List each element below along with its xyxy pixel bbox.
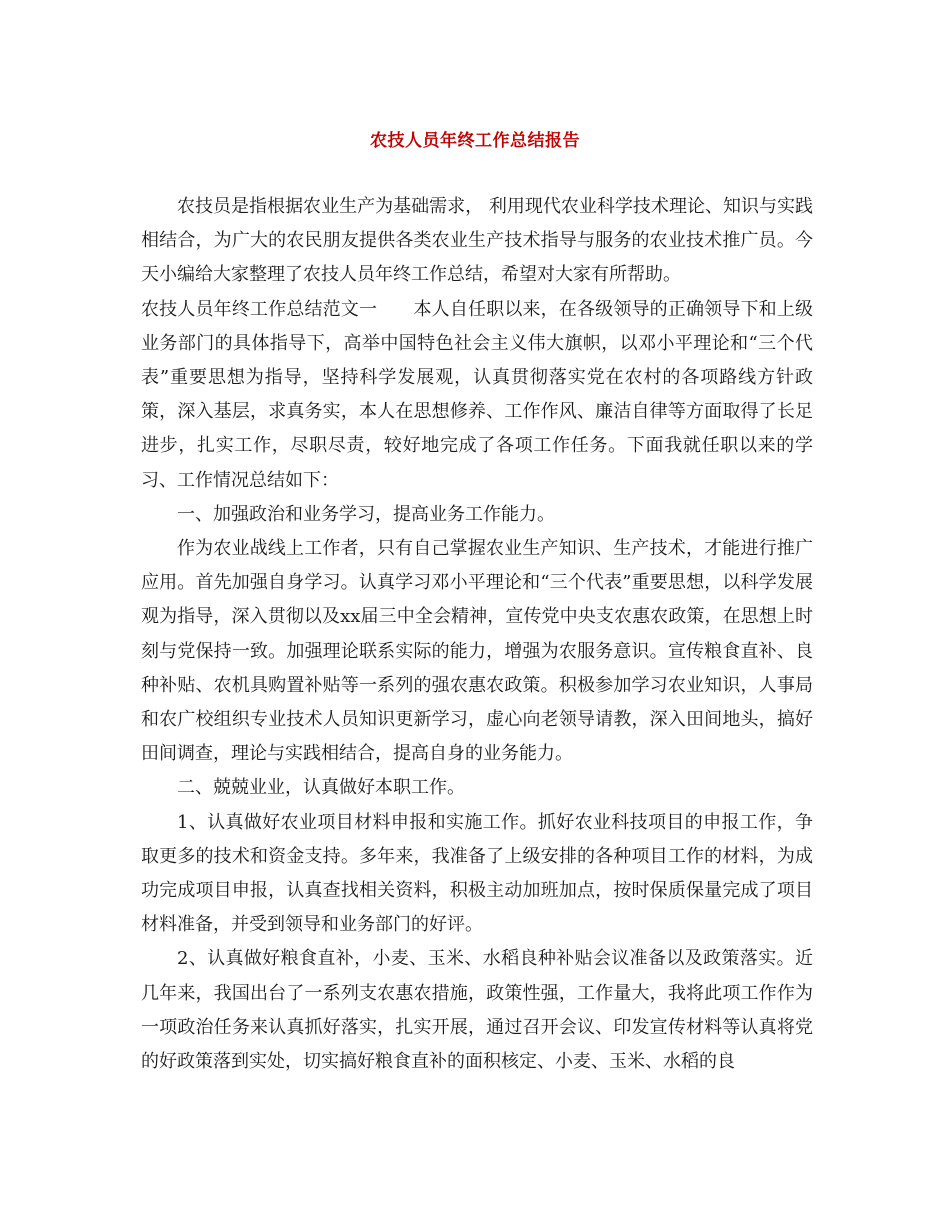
- document-body: [141, 190, 813, 1079]
- paragraph-study: 作为农业战线上工作者，只有自己掌握农业生产知识、生产技术，才能进行推广应用。首先加强自身学习。认真学习邓小平理论和“三个代表”重要思想，以科学发展观为指导，深入贯彻以及xx届三中全会精神，宣传党中央支农惠农政策，在思想上时刻与党保持一致。加强理论联系实际的能力，增强为农服务意识。宣传粮食直补、良种补贴、农机具购置补贴等一系列的强农惠农政策。积极参加学习农业知识，人事局和农广校组织专业技术人员知识更新学习，虚心向老领导请教，深入田间地头，搞好田间调查，理论与实践相结合，提高自身的业务能力。: [141, 538, 813, 765]
- document-title: 农技人员年终工作总结报告: [370, 131, 580, 151]
- paragraph-item-1: 1、认真做好农业项目材料申报和实施工作。抓好农业科技项目的申报工作，争取更多的技术和资金支持。多年来，我准备了上级安排的各种项目工作的材料，为成功完成项目申报，认真查找相关资料，积极主动加班加点，按时保质保量完成了项目材料准备，并受到领导和业务部门的好评。: [141, 811, 813, 936]
- section-heading-2: 二、兢兢业业，认真做好本职工作。: [177, 777, 465, 799]
- paragraph-sample-one: 农技人员年终工作总结范文一 本人自任职以来，在各级领导的正确领导下和上级业务部门的具体指导下，高举中国特色社会主义伟大旗帜，以邓小平理论和“三个代表”重要思想为指导，坚持科学发展观，认真贯彻落实党在农村的各项路线方针政策，深入基层，求真务实，本人在思想修养、工作作风、廉洁自律等方面取得了长足进步，扎实工作，尽职尽责，较好地完成了各项工作任务。下面我就任职以来的学习、工作情况总结如下：: [141, 298, 813, 491]
- paragraph-intro: 农技员是指根据农业生产为基础需求， 利用现代农业科学技术理论、知识与实践相结合，为广大的农民朋友提供各类农业生产技术指导与服务的农业技术推广员。今天小编给大家整理了农技人员年终工作总结，希望对大家有所帮助。: [141, 196, 813, 286]
- section-heading-1: 一、加强政治和业务学习，提高业务工作能力。: [177, 503, 555, 525]
- paragraph-item-2: 2、认真做好粮食直补，小麦、玉米、水稻良种补贴会议准备以及政策落实。近几年来，我国出台了一系列支农惠农措施，政策性强，工作量大，我将此项工作作为一项政治任务来认真抓好落实，扎实开展，通过召开会议、印发宣传材料等认真将党的好政策落到实处，切实搞好粮食直补的面积核定、小麦、玉米、水稻的良: [141, 948, 813, 1073]
